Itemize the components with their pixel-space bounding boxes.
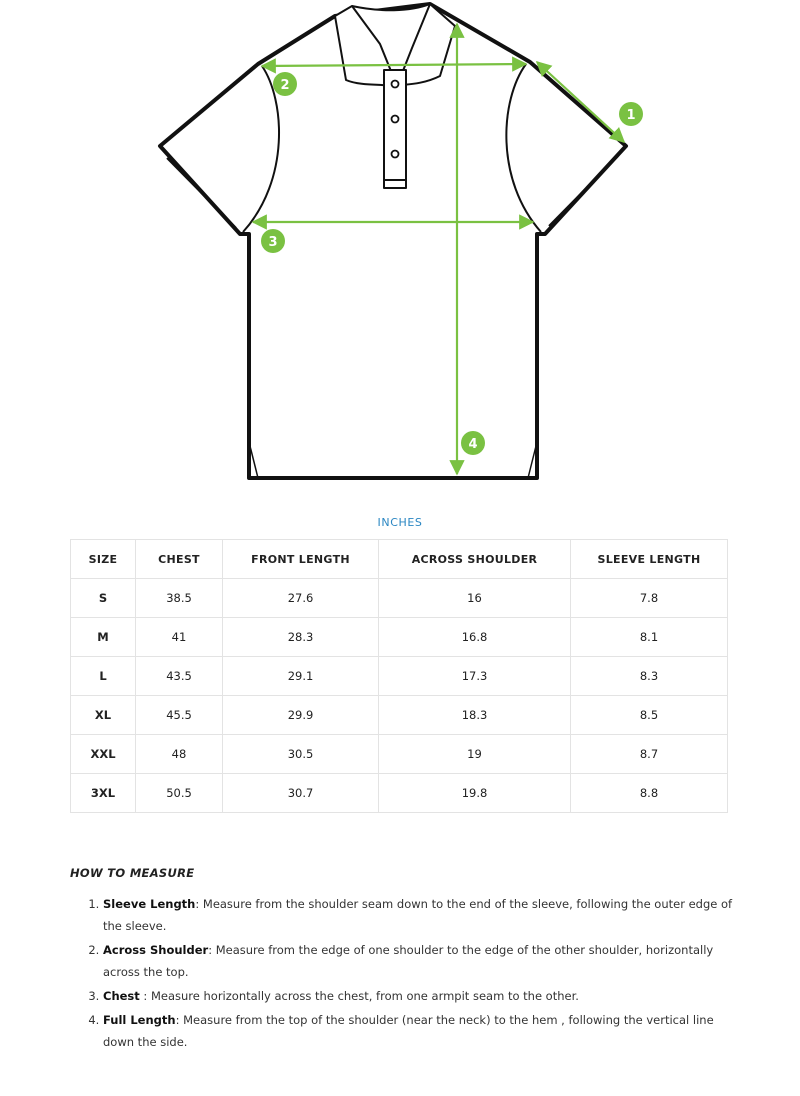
cell-size: M xyxy=(71,618,136,657)
cell-across-shoulder: 19.8 xyxy=(379,774,571,813)
table-row xyxy=(71,696,728,735)
table-row xyxy=(71,618,728,657)
step-term: Sleeve Length xyxy=(103,897,196,911)
cell-chest: 41 xyxy=(136,618,223,657)
how-to-measure-heading: HOW TO MEASURE xyxy=(70,866,195,880)
cell-size: S xyxy=(71,579,136,618)
cell-front-length: 30.7 xyxy=(223,774,379,813)
svg-text:3: 3 xyxy=(268,235,278,250)
step-text: Measure horizontally across the chest, from one armpit seam to the other. xyxy=(150,989,579,1003)
cell-size: L xyxy=(71,657,136,696)
header-front-length: FRONT LENGTH xyxy=(223,540,379,579)
list-item xyxy=(103,985,743,1007)
cell-front-length: 29.9 xyxy=(223,696,379,735)
step-text: Measure from the edge of one shoulder to the edge of the other shoulder, horizontally across the top. xyxy=(103,943,714,979)
cell-size: XL xyxy=(71,696,136,735)
cell-across-shoulder: 18.3 xyxy=(379,696,571,735)
marker-2 xyxy=(273,72,297,96)
marker-1 xyxy=(619,102,643,126)
cell-front-length: 29.1 xyxy=(223,657,379,696)
cell-across-shoulder: 16 xyxy=(379,579,571,618)
svg-text:4: 4 xyxy=(468,437,478,452)
table-row xyxy=(71,774,728,813)
table-row xyxy=(71,579,728,618)
cell-chest: 38.5 xyxy=(136,579,223,618)
cell-front-length: 28.3 xyxy=(223,618,379,657)
cell-sleeve-length: 8.7 xyxy=(571,735,728,774)
list-item xyxy=(103,1009,743,1053)
svg-text:1: 1 xyxy=(626,108,636,123)
list-item xyxy=(103,893,743,937)
shirt-measurement-diagram xyxy=(0,0,800,500)
table-row xyxy=(71,657,728,696)
step-text: Measure from the shoulder seam down to the end of the sleeve, following the outer edge of the sleeve. xyxy=(103,897,733,933)
header-chest: CHEST xyxy=(136,540,223,579)
step-separator: : xyxy=(175,1013,184,1027)
list-item xyxy=(103,939,743,983)
cell-chest: 48 xyxy=(136,735,223,774)
table-row xyxy=(71,735,728,774)
cell-sleeve-length: 7.8 xyxy=(571,579,728,618)
cell-front-length: 30.5 xyxy=(223,735,379,774)
cell-chest: 43.5 xyxy=(136,657,223,696)
cell-sleeve-length: 8.8 xyxy=(571,774,728,813)
polo-shirt-outline xyxy=(160,4,626,478)
step-term: Across Shoulder xyxy=(103,943,209,957)
unit-label: INCHES xyxy=(377,516,423,529)
marker-4 xyxy=(461,431,485,455)
step-separator: : xyxy=(208,943,216,957)
cell-front-length: 27.6 xyxy=(223,579,379,618)
cell-size: XXL xyxy=(71,735,136,774)
cell-size: 3XL xyxy=(71,774,136,813)
step-separator: : xyxy=(195,897,203,911)
cell-across-shoulder: 17.3 xyxy=(379,657,571,696)
size-chart-table xyxy=(70,539,728,813)
step-separator: : xyxy=(139,989,151,1003)
cell-across-shoulder: 19 xyxy=(379,735,571,774)
cell-chest: 45.5 xyxy=(136,696,223,735)
cell-sleeve-length: 8.5 xyxy=(571,696,728,735)
cell-sleeve-length: 8.3 xyxy=(571,657,728,696)
cell-across-shoulder: 16.8 xyxy=(379,618,571,657)
step-term: Chest xyxy=(103,989,140,1003)
marker-3 xyxy=(261,229,285,253)
step-text: Measure from the top of the shoulder (near the neck) to the hem , following the vertical line down the side. xyxy=(103,1013,714,1049)
table-header-row xyxy=(71,540,728,579)
cell-sleeve-length: 8.1 xyxy=(571,618,728,657)
measurement-steps xyxy=(88,893,743,1055)
step-term: Full Length xyxy=(103,1013,176,1027)
header-across-shoulder: ACROSS SHOULDER xyxy=(379,540,571,579)
header-size: SIZE xyxy=(71,540,136,579)
header-sleeve-length: SLEEVE LENGTH xyxy=(571,540,728,579)
svg-text:2: 2 xyxy=(280,78,290,93)
cell-chest: 50.5 xyxy=(136,774,223,813)
